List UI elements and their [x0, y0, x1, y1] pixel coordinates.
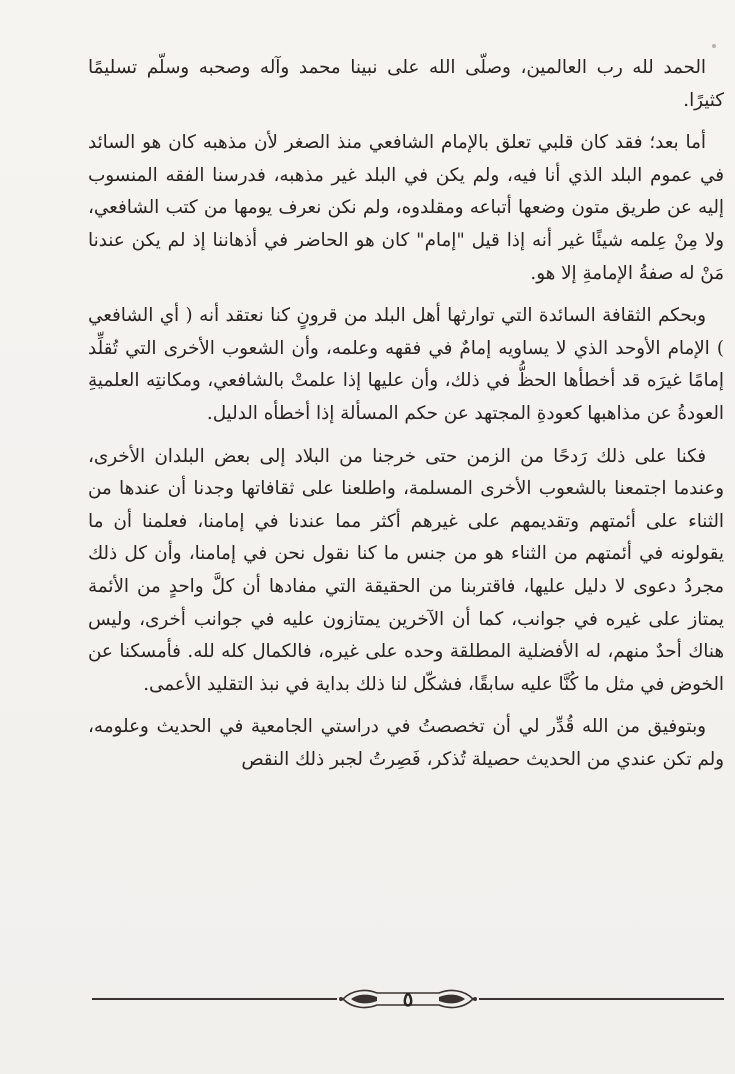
paragraph-shafii-attachment: أما بعد؛ فقد كان قلبي تعلق بالإمام الشافعي منذ الصغر لأن مذهبه كان هو السائد في عموم البلد الذي أنا فيه، ولم يكن في البلد غير مذهبه، فدرسنا الفقه المنسوب إليه عن طريق متون وضعها أتباعه ومقلدوه، ولم نكن نعرف يومها من كتب الشافعي، ولا مِنْ عِلمه شيئًا غير أنه إذا قيل "إمام" كان هو الحاضر في أذهاننا إذ لم يكن عندنا مَنْ له صفةُ الإمامةِ إلا هو.: [88, 132, 724, 284]
page-speck: [712, 44, 716, 48]
paragraph-travel: فكنا على ذلك رَدحًا من الزمن حتى خرجنا من البلاد إلى بعض البلدان الأخرى، وعندما اجتمعنا بالشعوب الأخرى المسلمة، واطلعنا على ثقافاتها وجدنا أن عندها من الثناء على أئمتهم وتقديمهم على غيرهم أكثر مما عندنا في إمامنا، فعلمنا أن ما يقولونه في أئمتهم من الثناء هو من جنس ما كنا نقول نحن في إمامنا، وأن كل ذلك مجردُ دعوى لا دليل عليها، فاقتربنا من الحقيقة التي مفادها أن كلَّ واحدٍ من الأئمة يمتاز على غيره في جوانب، كما أن الآخرين يمتازون عليه في جوانب أخرى، وليس هناك أحدٌ منهم، له الأفضلية المطلقة وحده على غيره، فالكمال كله لله. فأمسكنا عن الخوض في مثل ما كُنَّا عليه سابقًا، فشكّل لنا ذلك بداية في نبذ التقليد الأعمى.: [88, 445, 724, 695]
paragraph-hadith-study: وبتوفيق من الله قُدِّر لي أن تخصصتُ في دراستي الجامعية في الحديث وعلومه، ولم تكن عندي من الحديث حصيلة تُذكر، فَصِرتُ لجبر ذلك النقص: [88, 716, 724, 770]
page-footer: [92, 985, 724, 1013]
paragraph-opening: الحمد لله رب العالمين، وصلّى الله على نبينا محمد وآله وصحبه وسلّم تسليمًا كثيرًا.: [88, 57, 724, 111]
page-number-ornament: [337, 985, 479, 1013]
footer-rule-right: [479, 998, 724, 1000]
footer-rule-left: [92, 998, 337, 1000]
page-number: ٥: [402, 987, 414, 1011]
body-text: [88, 52, 724, 786]
paragraph-prevailing-culture: وبحكم الثقافة السائدة التي توارثها أهل البلد من قرونٍ كنا نعتقد أنه ( أي الشافعي ) الإمام الأوحد الذي لا يساويه إمامٌ في فقهه وعلمه، وأن الشعوب الأخرى التي تُقلِّد إمامًا غيرَه قد أخطأها الحظُّ في ذلك، وأن عليها إذا علمتْ بالشافعي، ومكانتِه العلميةِ العودةُ عن مذاهبها كعودةِ المجتهد عن حكم المسألة إذا أخطأه الدليل.: [88, 305, 724, 424]
